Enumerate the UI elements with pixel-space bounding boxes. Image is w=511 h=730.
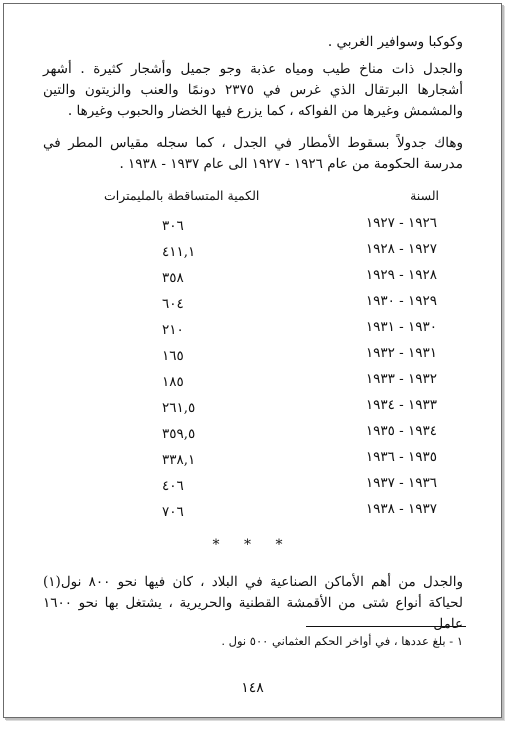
table-cell-year: ١٩٢٦ - ١٩٢٧ <box>365 215 437 231</box>
paragraph-rain-table-intro: وهاك جدولاً بسقوط الأمطار في الجدل ، كما سجله مقياس المطر في مدرسة الحكومة من عام ١٩٢٦ - ١٩٢٧ الى عام ١٩٣٧ - ١٩٣٨ . <box>43 135 463 172</box>
table-cell-year: ١٩٣٧ - ١٩٣٨ <box>365 501 437 517</box>
page-number: ١٤٨ <box>241 680 264 696</box>
table-cell-rainfall: ٣٥٩,٥ <box>162 426 196 442</box>
table-cell-year: ١٩٢٧ - ١٩٢٨ <box>365 241 437 257</box>
table-cell-rainfall: ١٦٥ <box>162 348 184 364</box>
table-cell-year: ١٩٣٤ - ١٩٣٥ <box>365 423 437 439</box>
paragraph-industry: والجدل من أهم الأماكن الصناعية في البلاد ، كان فيها نحو ٨٠٠ نول(١) لحياكة أنواع شتى من الأقمشة القطنية والحريرية ، يشتغل بها نحو ١٦٠٠ عامل <box>43 574 463 632</box>
section-separator: * * * <box>212 537 293 553</box>
table-cell-year: ١٩٣٣ - ١٩٣٤ <box>365 397 437 413</box>
footnote-divider <box>306 626 466 627</box>
table-cell-year: ١٩٣٥ - ١٩٣٦ <box>365 449 437 465</box>
table-cell-rainfall: ٣٥٨ <box>162 270 184 286</box>
table-cell-year: ١٩٢٨ - ١٩٢٩ <box>365 267 437 283</box>
paragraph-intro: وكوكبا وسوافير الغربي . <box>327 34 463 50</box>
table-cell-rainfall: ٧٠٦ <box>162 504 184 520</box>
table-cell-rainfall: ٢٦١,٥ <box>162 400 196 416</box>
table-cell-year: ١٩٣٠ - ١٩٣١ <box>365 319 437 335</box>
table-header-rainfall: الكمية المتساقطة بالمليمترات <box>104 188 260 203</box>
table-cell-year: ١٩٢٩ - ١٩٣٠ <box>365 293 437 309</box>
table-cell-rainfall: ١٨٥ <box>162 374 184 390</box>
table-cell-rainfall: ٣٠٦ <box>162 218 184 234</box>
table-cell-year: ١٩٣٢ - ١٩٣٣ <box>365 371 437 387</box>
table-cell-rainfall: ٢١٠ <box>162 322 184 338</box>
table-cell-rainfall: ٦٠٤ <box>162 296 184 312</box>
table-cell-rainfall: ٤٠٦ <box>162 478 184 494</box>
table-header-year: السنة <box>410 188 439 203</box>
book-page <box>3 3 502 718</box>
paragraph-climate: والجدل ذات مناخ طيب ومياه عذبة وجو جميل وأشجار كثيرة . أشهر أشجارها البرتقال الذي غرس في ٢٣٧٥ دونمًا والعنب والزيتون والتين والمشمش وغيرها من الفواكه ، كما يزرع فيها الخضار والحبوب وغيرها . <box>43 61 463 119</box>
table-cell-rainfall: ٣٣٨,١ <box>162 452 196 468</box>
table-cell-year: ١٩٣٦ - ١٩٣٧ <box>365 475 437 491</box>
table-cell-year: ١٩٣١ - ١٩٣٢ <box>365 345 437 361</box>
footnote: ١ - بلغ عددها ، في أواخر الحكم العثماني ٥٠٠ نول . <box>221 634 463 648</box>
table-cell-rainfall: ٤١١,١ <box>162 244 196 260</box>
